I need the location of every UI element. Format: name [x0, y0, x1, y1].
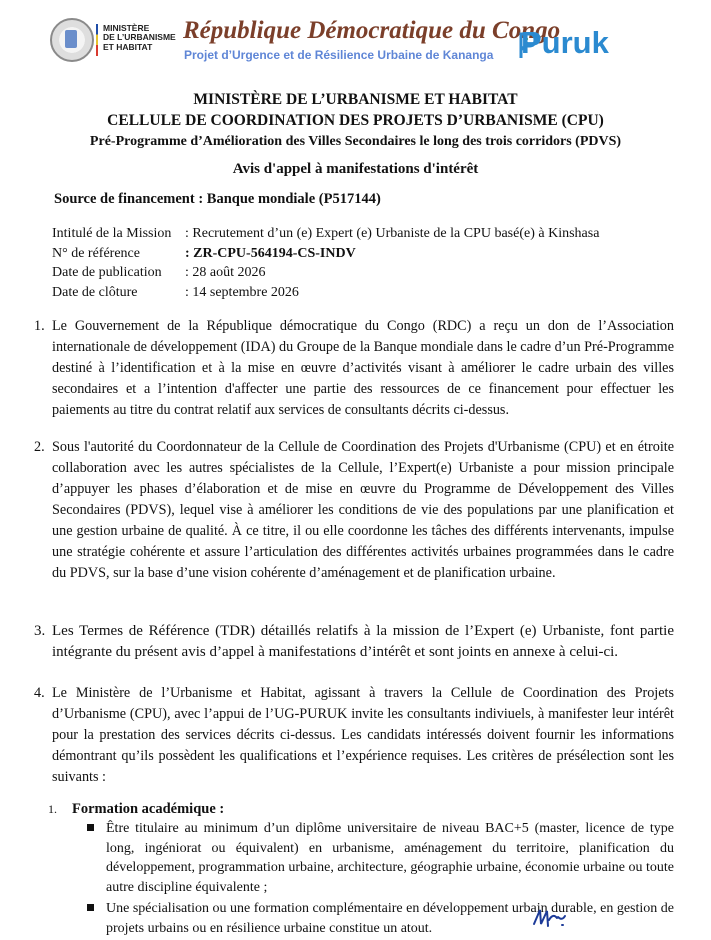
ministry-line: MINISTÈRE — [103, 23, 150, 33]
closing-date-row — [52, 283, 599, 303]
square-bullet-icon — [87, 824, 94, 831]
paragraph-number: 1. — [34, 318, 45, 334]
paragraph-text: Le Gouvernement de la République démocratique du Congo (RDC) a reçu un don de l’Association internationale de développement (IDA) du Groupe de la Banque mondiale dans le cadre d’un Pré-Programme destiné à l’identification et à la mise en œuvre d’activités visant à améliorer le cadre urbain des villes secondaires et a l’intention d'affecter une partie des ressources de ce financement pour effectuer les paiements au titre du contrat relatif aux services de consultants décrits ci-dessus. — [52, 318, 674, 418]
ministry-title: MINISTÈRE DE L’URBANISME ET HABITAT — [193, 91, 518, 108]
project-name: Projet d’Urgence et de Résilience Urbaine de Kananga — [184, 48, 494, 62]
paragraph-2 — [34, 437, 674, 584]
closing-date: : 14 septembre 2026 — [185, 284, 299, 300]
ministry-letterhead — [103, 24, 176, 52]
notice-title: Avis d'appel à manifestations d'intérêt — [232, 161, 479, 177]
paragraph-4 — [34, 683, 674, 788]
paragraph-1 — [34, 316, 674, 421]
criteria-number: 1. — [48, 802, 57, 816]
puruk-logo-text: Puruk — [521, 25, 609, 60]
letterhead — [0, 0, 711, 72]
document-titles — [0, 89, 711, 180]
publication-date-row — [52, 263, 599, 283]
ministry-line: ET HABITAT — [103, 41, 153, 52]
program-title: Pré-Programme d’Amélioration des Villes Secondaires le long des trois corridors (PDVS) — [89, 134, 622, 149]
cell-title: CELLULE DE COORDINATION DES PROJETS D’URBANISME (CPU) — [107, 112, 604, 129]
publication-date: : 28 août 2026 — [185, 265, 266, 280]
handwritten-initials-icon — [532, 903, 570, 931]
meta-value: : Recrutement d’un (e) Expert (e) Urbaniste de la CPU basé(e) à Kinshasa — [185, 226, 600, 241]
paragraph-3 — [34, 621, 674, 663]
reference-row — [52, 244, 599, 264]
country-title: République Démocratique du Congo — [183, 17, 561, 44]
criteria-label: Formation académique : — [72, 801, 225, 817]
paragraph-text: Sous l'autorité du Coordonnateur de la Cellule de Coordination des Projets d'Urbanisme (CPU) et en étroite collaboration avec les autres spécialistes de la Cellule, l’Expert(e) Urbaniste a pour mission principale d’appuyer les phases d’élaboration et de mise en œuvre du Programme de Développement des Villes Secondaires (PDVS), lequel vise à améliorer les conditions de vie des populations par une planification et une gestion urbaine de qualité. À ce titre, il ou elle coordonne les tâches des différents intervenants, impulse une stratégie cohérente et assure l’articulation des différentes activités urbaines programmées dans le cadre du PDVS, sur la base d’une vision cohérente d’aménagement et de planification urbaine. — [52, 439, 674, 581]
paragraph-number: 3. — [34, 623, 46, 639]
funding-source: Source de financement : Banque mondiale (P517144) — [54, 191, 381, 207]
meta-label: Date de publication — [52, 265, 162, 280]
ministry-line: DE L’URBANISME — [103, 32, 176, 43]
list-item — [62, 819, 674, 897]
list-item — [62, 899, 674, 938]
list-item-text: Une spécialisation ou une formation complémentaire en développement urbain durable, en gestion de projets urbains ou en résilience urbaine constitue un atout. — [106, 901, 674, 936]
criteria-list — [62, 819, 674, 940]
square-bullet-icon — [87, 904, 94, 911]
criteria-heading — [48, 801, 224, 818]
meta-label: N° de référence — [52, 245, 140, 261]
coat-of-arms-seal-icon — [50, 18, 94, 62]
meta-label: Intitulé de la Mission — [52, 226, 172, 241]
paragraph-text: Le Ministère de l’Urbanisme et Habitat, agissant à travers la Cellule de Coordination des Projets d’Urbanisme (CPU), avec l’appui de l’UG-PURUK invite les consultants indiviuels, à manifester leur intérêt pour la prestation des services décrits ci-dessus. Les candidats intéressés doivent fournir les informations démontrant qu’ils possèdent les qualifications et l’expérience requises. Les critères de présélection sont les suivants : — [52, 685, 674, 785]
paragraph-number: 4. — [34, 685, 45, 701]
meta-label: Date de clôture — [52, 284, 138, 300]
reference-number: : ZR-CPU-564194-CS-INDV — [185, 245, 356, 261]
reference-details — [52, 224, 599, 302]
flag-stripe-icon — [96, 24, 98, 56]
list-item-text: Être titulaire au minimum d’un diplôme universitaire de niveau BAC+5 (master, licence de type long, ingéniorat ou équivalent) en urbanisme, aménagement du territoire, planification du développement, programmation urbaine, architecture, géographie urbaine, économie urbaine ou toute autre discipline équivalente ; — [106, 821, 674, 895]
paragraph-number: 2. — [34, 439, 45, 455]
paragraph-text: Les Termes de Référence (TDR) détaillés relatifs à la mission de l’Expert (e) Urbaniste, font partie intégrante du présent avis d’appel à manifestations d’intérêt et sont joints en annexe à celui-ci. — [52, 623, 674, 660]
mission-title-row — [52, 224, 599, 244]
